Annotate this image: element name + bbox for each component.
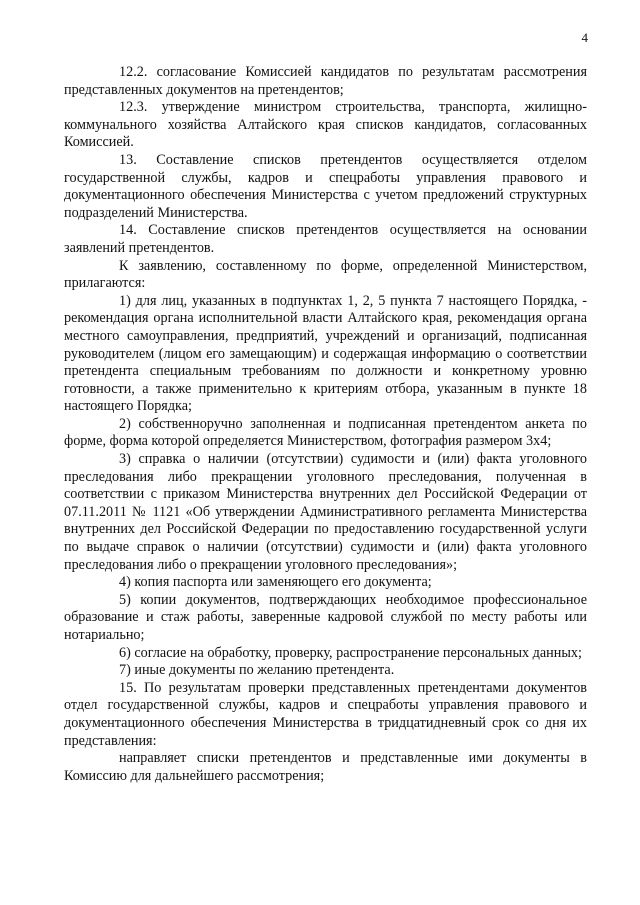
list-item-1: 1) для лиц, указанных в подпунктах 1, 2, 5 пункта 7 настоящего Порядка, - рекомендация органа исполнительной власти Алтайского края, рекомендация органа местного самоуправления, предприятий, учреждений и организаций, подписанная руководителем (лицом его замещающим) и содержащая информацию о соответствии претендента специальным требованиям по должности и конкретному уровню готовности, а также применительно к критериям отбора, указанным в пункте 18 настоящего Порядка; [64, 292, 587, 415]
paragraph-attachments-intro: К заявлению, составленному по форме, определенной Министерством, прилагаются: [64, 257, 587, 292]
paragraph-14: 14. Составление списков претендентов осуществляется на основании заявлений претендентов. [64, 222, 587, 256]
paragraph-13: 13. Составление списков претендентов осуществляется отделом государственной службы, кадров и спецработы управления правового и документационного обеспечения Министерства с учетом предложений структурных подразделений Министерства. [64, 151, 587, 221]
document-body [64, 64, 587, 785]
list-item-3: 3) справка о наличии (отсутствии) судимости и (или) факта уголовного преследования либо прекращении уголовного преследования, полученная в соответствии с приказом Министерства внутренних дел Российской Федерации от 07.11.2011 № 1121 «Об утверждении Административного регламента Министерства внутренних дел Российской Федерации по предоставлению государственной услуги по выдаче справок о наличии (отсутствии) судимости и (или) факта уголовного преследования либо о прекращении уголовного преследования»; [64, 451, 587, 573]
paragraph-12-2: 12.2. согласование Комиссией кандидатов по результатам рассмотрения представленных документов на претендентов; [64, 64, 587, 98]
list-item-5: 5) копии документов, подтверждающих необходимое профессиональное образование и стаж работы, заверенные кадровой службой по месту работы или нотариально; [64, 591, 587, 643]
paragraph-15: 15. По результатам проверки представленных претендентами документов отдел государственной службы, кадров и спецработы управления правового и документационного обеспечения Министерства в тридцатидневный срок со дня их представления: [64, 679, 587, 749]
list-item-6: 6) согласие на обработку, проверку, распространение персональных данных; [119, 644, 582, 661]
page-number: 4 [581, 30, 588, 45]
paragraph-12-3: 12.3. утверждение министром строительства, транспорта, жилищно-коммунального хозяйства Алтайского края списков кандидатов, согласованных Комиссией. [64, 99, 587, 151]
list-item-2: 2) собственноручно заполненная и подписанная претендентом анкета по форме, форма которой определяется Министерством, фотография размером 3х4; [64, 415, 587, 450]
list-item-4: 4) копия паспорта или заменяющего его документа; [119, 574, 432, 591]
list-item-7: 7) иные документы по желанию претендента. [119, 662, 395, 679]
paragraph-15-action: направляет списки претендентов и представленные ими документы в Комиссию для дальнейшего рассмотрения; [64, 750, 587, 784]
